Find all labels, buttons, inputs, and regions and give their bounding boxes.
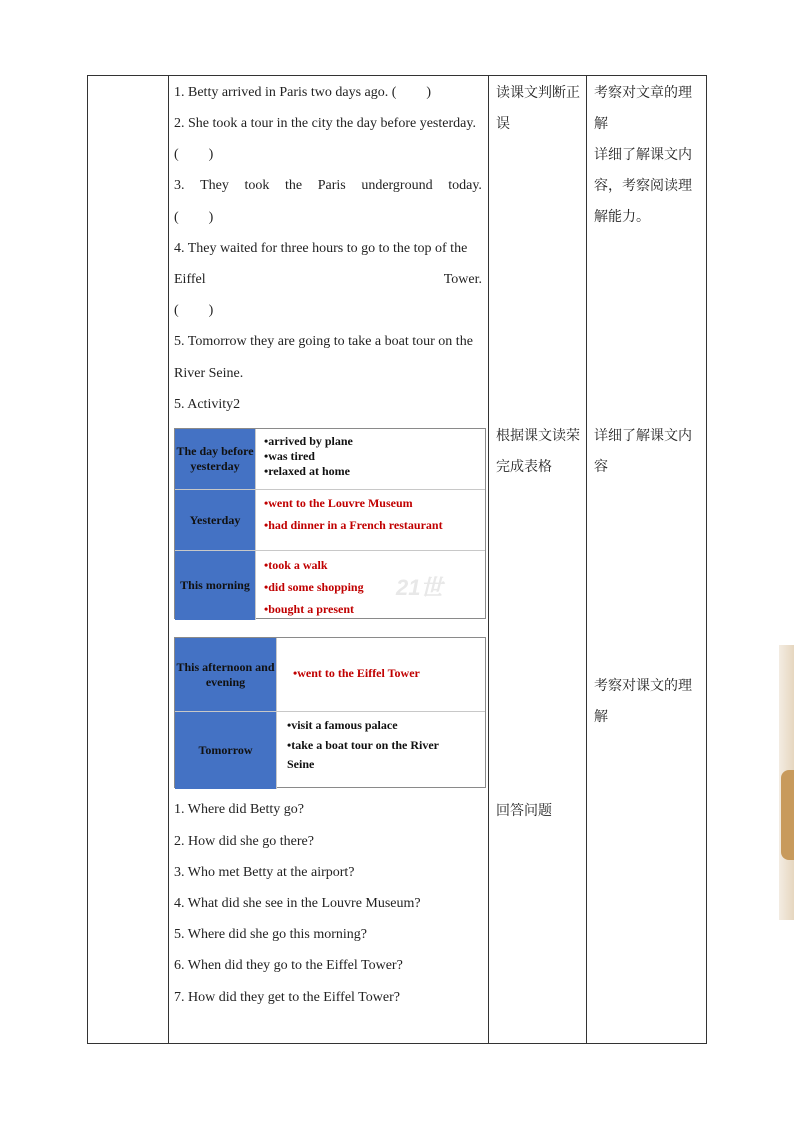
list-item: •did some shopping <box>264 580 364 594</box>
activity-table-1 <box>174 428 486 619</box>
purpose-4-line2: 解 <box>594 709 608 725</box>
activity-2-line2: 完成表格 <box>496 459 552 475</box>
activity-table-2 <box>174 637 486 788</box>
activity-1-line2: 误 <box>496 116 510 132</box>
list-item: Seine <box>287 757 315 771</box>
open-question-2: 2. How did she go there? <box>174 834 314 849</box>
answer-blank-3: ( ) <box>174 210 214 225</box>
answer-blank-2: ( ) <box>174 147 214 162</box>
column-divider <box>488 76 489 1043</box>
row-content <box>255 490 485 551</box>
margin-illustration-detail <box>781 770 794 860</box>
row-content <box>276 638 485 711</box>
list-item: •had dinner in a French restaurant <box>264 518 443 532</box>
activity-2-line1: 根据课文读荣 <box>496 428 580 444</box>
table-row <box>175 429 485 489</box>
content-column <box>168 76 488 1043</box>
purpose-3-line1: 详细了解课文内 <box>594 428 692 444</box>
list-item: •was tired <box>264 449 315 463</box>
list-item: •went to the Louvre Museum <box>264 496 413 510</box>
row-content <box>276 712 485 789</box>
row-label: Tomorrow <box>175 712 276 789</box>
row-content <box>255 429 485 489</box>
watermark-logo: 21世 <box>396 575 443 600</box>
list-item: •take a boat tour on the River <box>287 738 439 752</box>
purpose-2-line1: 详细了解课文内 <box>594 147 692 163</box>
list-item: •went to the Eiffel Tower <box>293 666 420 680</box>
statement-4-cont: Eiffel Tower. <box>174 272 482 287</box>
row-label: The day before yesterday <box>175 429 255 489</box>
row-label: Yesterday <box>175 490 255 551</box>
list-item: •arrived by plane <box>264 434 353 448</box>
purpose-2-line3: 解能力。 <box>594 209 650 225</box>
column-divider <box>586 76 587 1043</box>
row-content <box>255 551 485 620</box>
purpose-2-line2: 容，考察阅读理 <box>594 178 692 194</box>
lesson-plan-table <box>87 75 707 1044</box>
row-label: This afternoon and evening <box>175 638 276 711</box>
statement-4: 4. They waited for three hours to go to the top of the <box>174 241 468 256</box>
statement-2: 2. She took a tour in the city the day before yesterday. <box>174 116 476 131</box>
table-row <box>175 638 485 711</box>
statement-3: 3. They took the Paris underground today. <box>174 178 482 193</box>
activity-3: 回答问题 <box>496 803 552 819</box>
statement-1: 1. Betty arrived in Paris two days ago. ( ) <box>174 85 432 100</box>
list-item: •visit a famous palace <box>287 718 398 732</box>
row-label: This morning <box>175 551 255 620</box>
statement-5: 5. Tomorrow they are going to take a boat tour on the <box>174 334 473 349</box>
open-question-1: 1. Where did Betty go? <box>174 802 304 817</box>
purpose-4-line1: 考察对课文的理 <box>594 678 692 694</box>
list-item: •relaxed at home <box>264 464 350 478</box>
open-question-6: 6. When did they go to the Eiffel Tower? <box>174 958 403 973</box>
open-question-3: 3. Who met Betty at the airport? <box>174 865 355 880</box>
table-row <box>175 489 485 551</box>
answer-blank-4: ( ) <box>174 303 214 318</box>
list-item: •took a walk <box>264 558 328 572</box>
purpose-1-line2: 解 <box>594 116 608 132</box>
list-item: •bought a present <box>264 602 354 616</box>
activity-1-line1: 读课文判断正 <box>496 85 580 101</box>
table-row <box>175 550 485 620</box>
statement-5-cont: River Seine. <box>174 366 244 381</box>
purpose-3-line2: 容 <box>594 459 608 475</box>
table-row <box>175 711 485 789</box>
open-question-4: 4. What did she see in the Louvre Museum? <box>174 896 421 911</box>
open-question-5: 5. Where did she go this morning? <box>174 927 367 942</box>
purpose-1-line1: 考察对文章的理 <box>594 85 692 101</box>
open-question-7: 7. How did they get to the Eiffel Tower? <box>174 990 400 1005</box>
activity-heading: 5. Activity2 <box>174 397 241 412</box>
